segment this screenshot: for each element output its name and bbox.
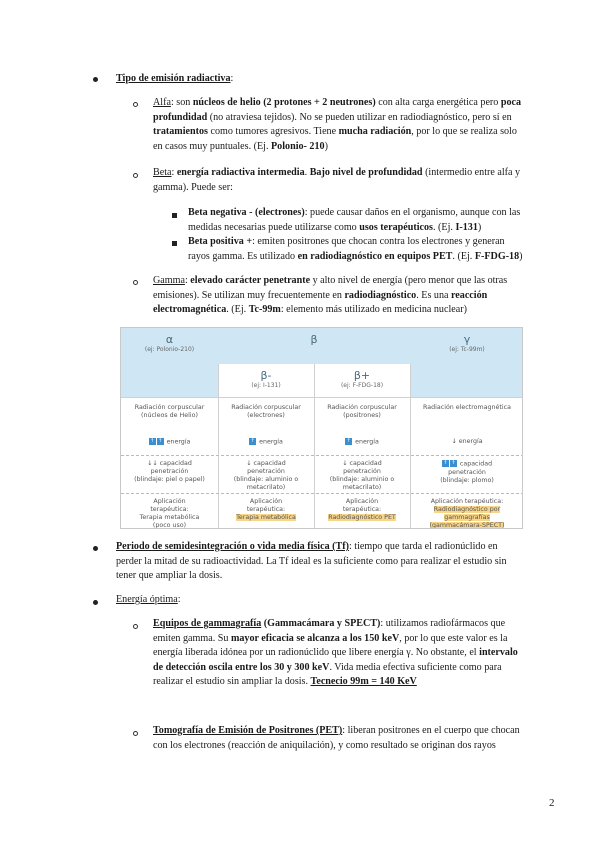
section-heading-energy: Energía óptima: bbox=[116, 594, 181, 605]
penetration-beta-minus: ↓ capacidad penetración (blindaje: aluminio o metacrilato) bbox=[233, 460, 299, 491]
bullet bbox=[172, 213, 177, 218]
type-beta-plus: Radiación corpuscular (positrones) bbox=[327, 404, 397, 419]
bullet bbox=[133, 624, 138, 629]
alpha-header: α (ej: Polonio-210) bbox=[144, 333, 195, 353]
gammagraphy-paragraph: Equipos de gammagrafía (Gammacámara y SPECT): utilizamos radiofármacos que emiten gamma. Su mayor eficacia se alcanza a los 150 keV, por lo que este valor es la energía liberada idónea por un radionúclido que libere energía γ. No obstante, el intervalo de detección oscila entre los 30 y 300 keV. Vida media efectiva suficiente como para realizar el estudio sin ampliar la dosis. Tecnecio 99m = 140 KeV bbox=[153, 618, 518, 688]
penetration-beta-plus: ↓ capacidad penetración (blindaje: aluminio o metacrilato) bbox=[329, 460, 395, 491]
beta-header: β bbox=[310, 333, 318, 346]
type-beta-minus: Radiación corpuscular (electrones) bbox=[231, 404, 301, 419]
energy-beta-minus: ↑ energía bbox=[250, 438, 283, 446]
bullet bbox=[172, 241, 177, 246]
down-arrow-icon: ↓ bbox=[451, 438, 457, 445]
half-life-paragraph: Periodo de semidesintegración o vida media física (Tf): tiempo que tarda el radionúclido en perder la mitad de su radioactividad. La Tf ideal es la suficiente como para realizar el estudio sin tener que ampliar la dosis. bbox=[116, 541, 507, 582]
penetration-alpha: ↓↓ capacidad penetración (blindaje: piel o papel) bbox=[134, 460, 205, 483]
penetration-gamma: ↑ ↑ capacidad penetración (blindaje: plomo) bbox=[440, 460, 494, 484]
up-arrow-icon: ↑ bbox=[157, 438, 163, 444]
beta-negative-paragraph: Beta negativa - (electrones): puede causar daños en el organismo, aunque con las medidas necesarias puede utilizarse como usos terapéuticos. (Ej. I-131) bbox=[188, 207, 521, 233]
bullet bbox=[133, 173, 138, 178]
beta-plus-header: β+ (ej: F-FDG-18) bbox=[340, 369, 384, 389]
energy-gamma: ↓ energía bbox=[451, 438, 483, 445]
up-arrow-icon: ↑ bbox=[250, 438, 255, 444]
type-alpha: Radiación corpuscular (núcleos de Helio) bbox=[134, 404, 205, 419]
application-beta-minus: Aplicación terapéutica: Terapia metabólica bbox=[236, 498, 296, 521]
page-number: 2 bbox=[549, 797, 555, 809]
application-alpha: Aplicación terapéutica: Terapia metabólica (poco uso) bbox=[139, 498, 200, 529]
alfa-paragraph: Alfa: son núcleos de helio (2 protones + 2 neutrones) con alta carga energética pero poca profundidad (no atraviesa tejidos). No se pueden utilizar en radiodiagnóstico, pero sí en tratamientos como tumores agresivos. Tiene mucha radiación, por lo que se realiza solo en casos muy puntuales. (Ej. Polonio- 210) bbox=[153, 97, 522, 152]
bullet bbox=[93, 600, 98, 605]
gamma-header: γ (ej: Tc-99m) bbox=[449, 333, 485, 353]
bullet bbox=[133, 731, 138, 736]
pet-paragraph: Tomografía de Emisión de Positrones (PET): liberan positrones en el cuerpo que chocan con los electrones (reacción de aniquilación), y como resultado se originan dos rayos bbox=[153, 725, 520, 751]
up-arrow-icon: ↑ bbox=[149, 438, 155, 444]
energy-beta-plus: ↑ energía bbox=[346, 438, 379, 446]
bullet bbox=[93, 546, 98, 551]
bullet bbox=[133, 280, 138, 285]
bullet bbox=[133, 102, 138, 107]
application-gamma: Aplicación terapéutica: Radiodiagnóstico por gammagrafías (gammacámara-SPECT) bbox=[429, 498, 505, 529]
bullet bbox=[93, 77, 98, 82]
energy-alpha: ↑ ↑ energía bbox=[149, 438, 191, 446]
beta-paragraph: Beta: energía radiactiva intermedia. Bajo nivel de profundidad (intermedio entre alfa y gamma). Puede ser: bbox=[153, 167, 521, 193]
up-arrow-icon: ↑ bbox=[443, 460, 448, 466]
application-beta-plus: Aplicación terapéutica: Radiodiagnóstico PET bbox=[328, 498, 396, 521]
beta-minus-header: β- (ej: I-131) bbox=[251, 369, 281, 389]
type-gamma: Radiación electromagnética bbox=[423, 404, 511, 411]
gamma-paragraph: Gamma: elevado carácter penetrante y alto nivel de energía (pero menor que las otras emisiones). Se utilizan muy frecuentemente en radiodiagnóstico. Es una reacción electromagnética. (Ej. Tc-99m: elemento más utilizado en medicina nuclear) bbox=[153, 275, 508, 316]
emission-comparison-table bbox=[120, 327, 523, 529]
beta-positive-paragraph: Beta positiva +: emiten positrones que chocan contra los electrones y generan rayos gamma. Es utilizado en radiodiagnóstico en equipos PET. (Ej. F-FDG-18) bbox=[188, 236, 523, 262]
up-arrow-icon: ↑ bbox=[451, 460, 456, 466]
up-arrow-icon: ↑ bbox=[346, 438, 351, 444]
section-heading-emission: Tipo de emisión radiactiva: bbox=[116, 73, 234, 84]
